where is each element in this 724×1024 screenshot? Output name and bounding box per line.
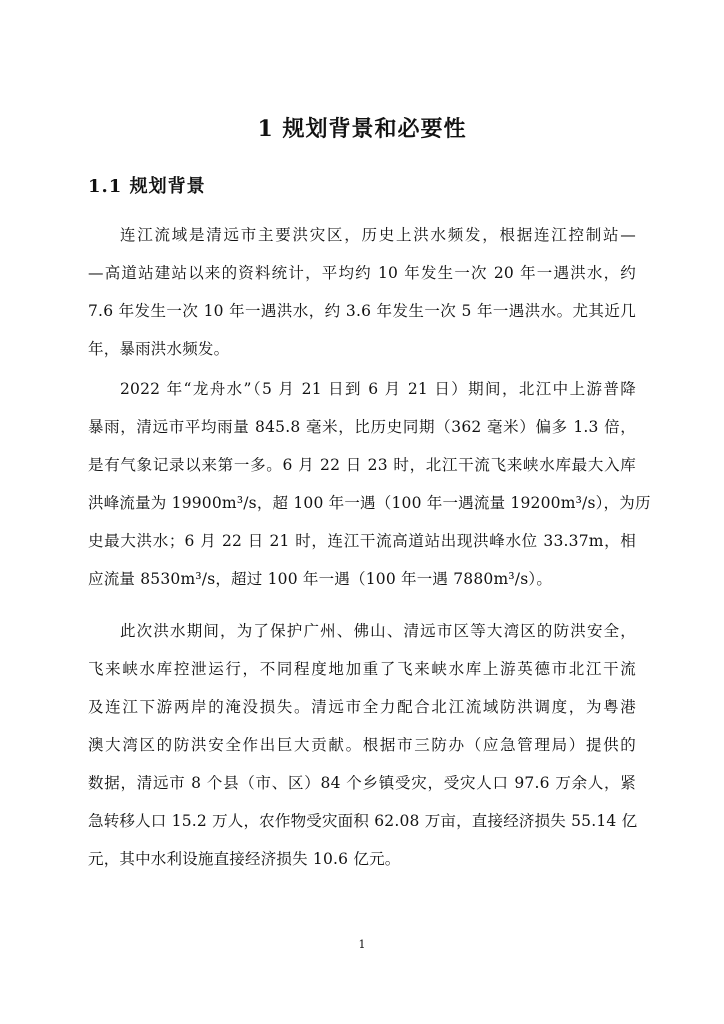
chapter-title: 1 规划背景和必要性 [257,116,467,142]
paragraph-line: 应流量 8530m³/s，超过 100 年一遇（100 年一遇 7880m³/s）。 [88,570,553,588]
paragraph-line: 连江流域是清远市主要洪灾区，历史上洪水频发，根据连江控制站— [120,226,636,244]
paragraph-line: 洪峰流量为 19900m³/s，超 100 年一遇（100 年一遇流量 19200m³/s），为历 [88,494,651,512]
paragraph-line: 澳大湾区的防洪安全作出巨大贡献。根据市三防办（应急管理局）提供的 [88,736,636,754]
paragraph-line: 年，暴雨洪水频发。 [88,340,230,358]
paragraph-line: 数据，清远市 8 个县（市、区）84 个乡镇受灾，受灾人口 97.6 万余人，紧 [88,774,636,792]
paragraph-line: 2022 年“龙舟水”（5 月 21 日到 6 月 21 日）期间，北江中上游普降 [120,380,636,398]
paragraph-line: 飞来峡水库控泄运行，不同程度地加重了飞来峡水库上游英德市北江干流 [88,660,636,678]
paragraph-line: 7.6 年发生一次 10 年一遇洪水，约 3.6 年发生一次 5 年一遇洪水。尤其近几 [88,302,636,320]
paragraph-line: 及连江下游两岸的淹没损失。清远市全力配合北江流域防洪调度，为粤港 [88,698,636,716]
section-title: 1.1 规划背景 [88,176,206,197]
paragraph-line: 元，其中水利设施直接经济损失 10.6 亿元。 [88,850,401,868]
paragraph-line: 此次洪水期间，为了保护广州、佛山、清远市区等大湾区的防洪安全， [120,622,636,640]
paragraph-line: 暴雨，清远市平均雨量 845.8 毫米，比历史同期（362 毫米）偏多 1.3 倍， [88,418,636,436]
paragraph-line: 急转移人口 15.2 万人，农作物受灾面积 62.08 万亩，直接经济损失 55.14 亿 [88,812,638,830]
paragraph-line: 是有气象记录以来第一多。6 月 22 日 23 时，北江干流飞来峡水库最大入库 [88,456,636,474]
paragraph-line: —高道站建站以来的资料统计，平均约 10 年发生一次 20 年一遇洪水，约 [88,264,636,282]
paragraph-line: 史最大洪水；6 月 22 日 21 时，连江干流高道站出现洪峰水位 33.37m，相 [88,532,636,550]
page-number: 1 [358,938,366,951]
